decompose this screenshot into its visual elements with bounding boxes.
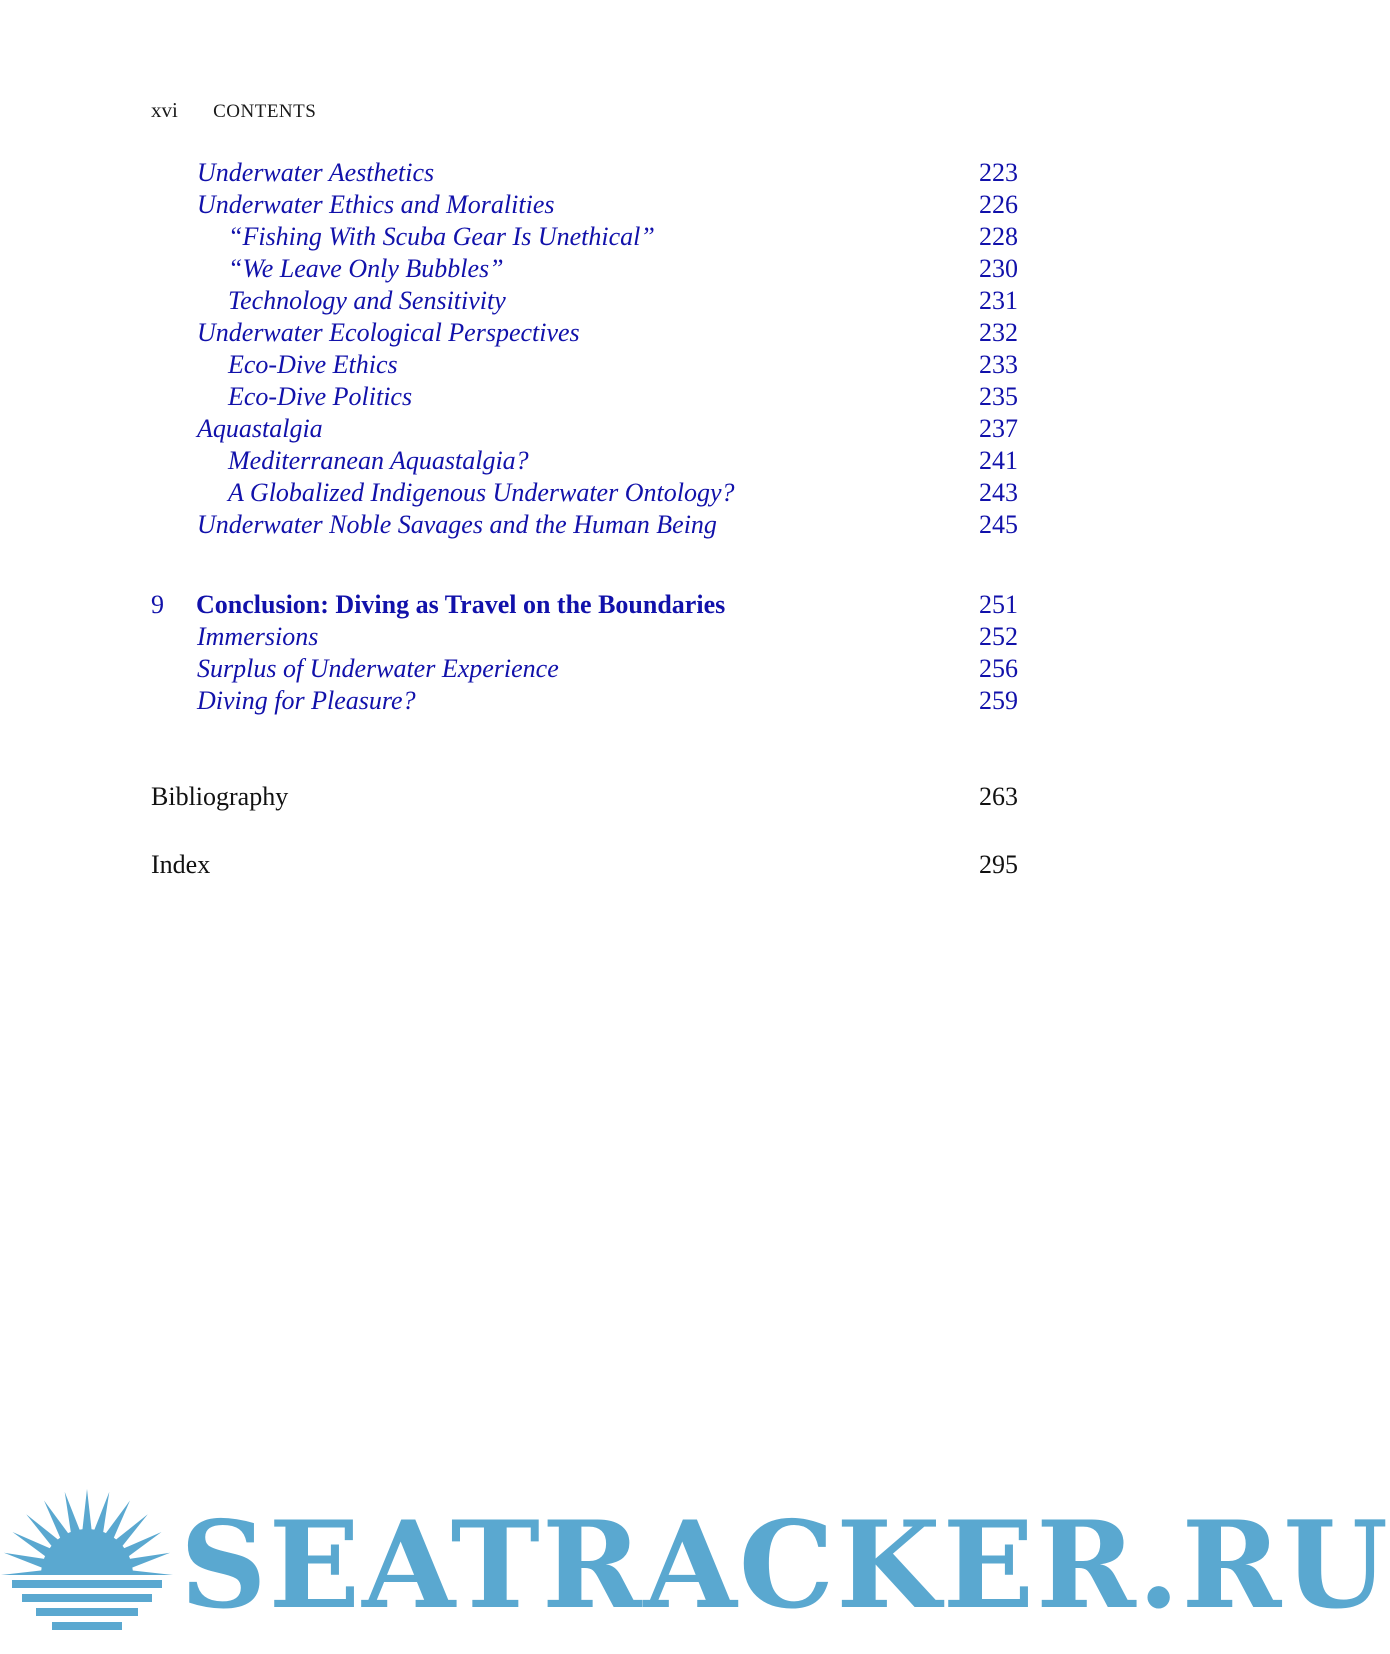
toc-entry-title: Mediterranean Aquastalgia? [228, 446, 529, 475]
toc-entry-title: Eco-Dive Politics [228, 382, 413, 411]
toc-page-number: 228 [979, 222, 1018, 251]
toc-entry-title: Aquastalgia [197, 414, 323, 443]
toc-entry-immersions[interactable] [0, 620, 1166, 654]
toc-entry-fishing-with-scuba[interactable] [0, 220, 1166, 254]
toc-entry-title: Underwater Ethics and Moralities [197, 190, 555, 219]
toc-entry-eco-dive-ethics[interactable] [0, 348, 1166, 382]
toc-entry-title: Eco-Dive Ethics [228, 350, 398, 379]
toc-entry-underwater-ethics[interactable] [0, 188, 1166, 222]
toc-entry-underwater-aesthetics[interactable] [0, 156, 1166, 190]
toc-entry-aquastalgia[interactable] [0, 412, 1166, 446]
toc-page-number: 241 [979, 446, 1018, 475]
toc-chapter-9[interactable] [0, 588, 1166, 622]
toc-entry-mediterranean-aquastalgia[interactable] [0, 444, 1166, 478]
toc-page-number: 232 [979, 318, 1018, 347]
toc-bibliography[interactable] [0, 780, 1166, 814]
toc-entry-we-leave-only-bubbles[interactable] [0, 252, 1166, 286]
toc-page-number: 237 [979, 414, 1018, 443]
toc-page-number: 235 [979, 382, 1018, 411]
toc-entry-eco-dive-politics[interactable] [0, 380, 1166, 414]
toc-entry-title: Underwater Aesthetics [197, 158, 435, 187]
toc-page-number: 256 [979, 654, 1018, 683]
toc-entry-diving-for-pleasure[interactable] [0, 684, 1166, 718]
running-head-title: CONTENTS [213, 101, 317, 122]
toc-entry-title: Index [151, 850, 211, 879]
toc-page-number: 252 [979, 622, 1018, 651]
toc-entry-title: “Fishing With Scuba Gear Is Unethical” [228, 222, 655, 251]
toc-page-number: 295 [979, 850, 1018, 879]
toc-entry-globalized-ontology[interactable] [0, 476, 1166, 510]
toc-page-number: 245 [979, 510, 1018, 539]
toc-page-number: 243 [979, 478, 1018, 507]
toc-entry-noble-savages[interactable] [0, 508, 1166, 542]
toc-page-number: 230 [979, 254, 1018, 283]
toc-page-number: 226 [979, 190, 1018, 219]
running-head [151, 98, 316, 123]
toc-entry-title: Technology and Sensitivity [228, 286, 506, 315]
toc-entry-title: Immersions [197, 622, 319, 651]
watermark [0, 1480, 1390, 1654]
toc-page-number: 251 [979, 590, 1018, 619]
toc-entry-title: Underwater Noble Savages and the Human Being [197, 510, 717, 539]
toc-page-number: 259 [979, 686, 1018, 715]
toc-page-number: 233 [979, 350, 1018, 379]
page-folio: xvi [151, 98, 178, 122]
toc-entry-ecological-perspectives[interactable] [0, 316, 1166, 350]
chapter-title: Conclusion: Diving as Travel on the Boundaries [196, 590, 726, 619]
toc-page-number: 223 [979, 158, 1018, 187]
toc-entry-title: A Globalized Indigenous Underwater Ontology? [228, 478, 735, 507]
toc-entry-title: Diving for Pleasure? [197, 686, 416, 715]
toc-entry-title: Bibliography [151, 782, 289, 811]
watermark-text: SEATRACKER.RU [180, 1495, 1390, 1636]
sun-ray [82, 1489, 92, 1535]
toc-page-number: 231 [979, 286, 1018, 315]
toc-page-number: 263 [979, 782, 1018, 811]
toc-entry-title: Surplus of Underwater Experience [197, 654, 559, 683]
toc-entry-surplus-experience[interactable] [0, 652, 1166, 686]
toc-entry-title: Underwater Ecological Perspectives [197, 318, 580, 347]
toc-entry-title: “We Leave Only Bubbles” [228, 254, 504, 283]
toc-entry-technology-and-sensitivity[interactable] [0, 284, 1166, 318]
toc-index[interactable] [0, 848, 1166, 882]
sun-rising-over-sea-icon [0, 1480, 175, 1654]
chapter-number: 9 [151, 590, 164, 619]
